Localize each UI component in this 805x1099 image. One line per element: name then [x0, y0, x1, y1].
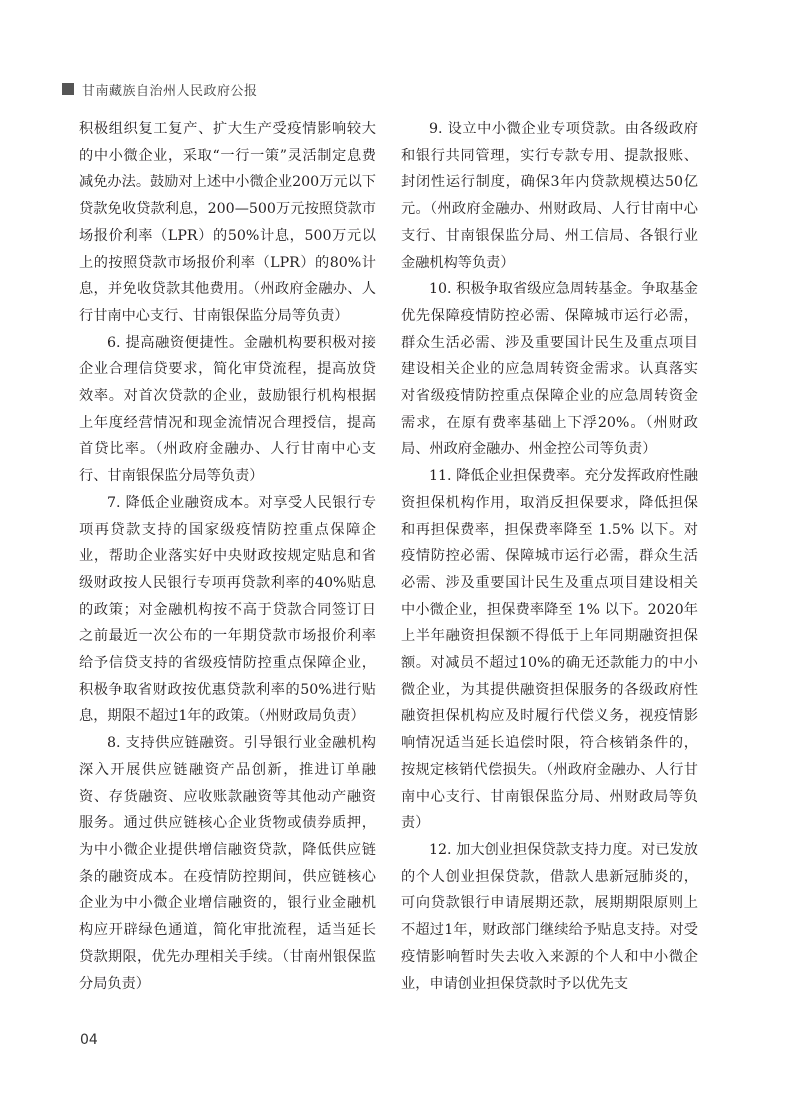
- paragraph: 积极组织复工复产、扩大生产受疫情影响较大的中小微企业，采取“一行一策”灵活制定息费减免办法。鼓励对上述中小微企业200万元以下贷款免收贷款利息，200—500万元按照贷款市场报价利率（LPR）的50%计息，500万元以上的按照贷款市场报价利率（LPR）的80%计息，并免收贷款其他费用。（州政府金融办、人行甘南中心支行、甘南银保监分局等负责）: [79, 121, 376, 324]
- header-square-icon: [62, 83, 74, 95]
- right-column: [401, 116, 698, 997]
- paragraph: 12. 加大创业担保贷款支持力度。对已发放的个人创业担保贷款，借款人患新冠肺炎的，可向贷款银行申请展期还款，展期期限原则上不超过1年，财政部门继续给予贴息支持。对受疫情影响暂时失去收入来源的个人和中小微企业，申请创业担保贷款时予以优先支: [401, 841, 698, 992]
- paragraph: 9. 设立中小微企业专项贷款。由各级政府和银行共同管理，实行专款专用、提款报账、封闭性运行制度，确保3年内贷款规模达50亿元。（州政府金融办、州财政局、人行甘南中心支行、甘南银保监分局、州工信局、各银行业金融机构等负责）: [401, 121, 698, 271]
- paragraph: 10. 积极争取省级应急周转基金。争取基金优先保障疫情防控必需、保障城市运行必需，群众生活必需、涉及重要国计民生及重点项目建设相关企业的应急周转资金需求。认真落实对省级疫情防控重点保障企业的应急周转资金需求，在原有费率基础上下浮20%。（州财政局、州政府金融办、州金控公司等负责）: [401, 281, 698, 458]
- paragraph: 7. 降低企业融资成本。对享受人民银行专项再贷款支持的国家级疫情防控重点保障企业，帮助企业落实好中央财政按规定贴息和省级财政按人民银行专项再贷款利率的40%贴息的政策；对金融机构按不高于贷款合同签订日之前最近一次公布的一年期贷款市场报价利率给予信贷支持的省级疫情防控重点保障企业，积极争取省财政按优惠贷款利率的50%进行贴息，期限不超过1年的政策。（州财政局负责）: [79, 494, 376, 725]
- paragraph: 6. 提高融资便捷性。金融机构要积极对接企业合理信贷要求，简化审贷流程，提高放贷效率。对首次贷款的企业，鼓励银行机构根据上年度经营情况和现金流情况合理授信，提高首贷比率。（州政府金融办、人行甘南中心支行、甘南银保监分局等负责）: [79, 334, 376, 485]
- publication-title: 甘南藏族自治州人民政府公报: [82, 83, 258, 99]
- running-header: [62, 80, 258, 98]
- paragraph: 11. 降低企业担保费率。充分发挥政府性融资担保机构作用，取消反担保要求，降低担保和再担保费率，担保费率降至 1.5% 以下。对疫情防控必需、保障城市运行必需，群众生活必需、涉及重要国计民生及重点项目建设相关中小微企业，担保费率降至 1% 以下。2020年上半年融资担保额不得低于上年同期融资担保额。对减员不超过10%的确无还款能力的中小微企业，为其提供融资担保服务的各级政府性融资担保机构应及时履行代偿义务，视疫情影响情况适当延长追偿时限，符合核销条件的，按规定核销代偿损失。（州政府金融办、人行甘南中心支行、甘南银保监分局、州财政局等负责）: [401, 468, 698, 832]
- paragraph: 8. 支持供应链融资。引导银行业金融机构深入开展供应链融资产品创新，推进订单融资、存货融资、应收账款融资等其他动产融资服务。通过供应链核心企业货物或债券质押，为中小微企业提供增信融资贷款，降低供应链条的融资成本。在疫情防控期间，供应链核心企业为中小微企业增信融资的，银行业金融机构应开辟绿色通道，简化审批流程，适当延长贷款期限，优先办理相关手续。（甘南州银保监分局负责）: [79, 735, 376, 992]
- page-number: 04: [80, 1032, 98, 1048]
- left-column: [79, 116, 376, 997]
